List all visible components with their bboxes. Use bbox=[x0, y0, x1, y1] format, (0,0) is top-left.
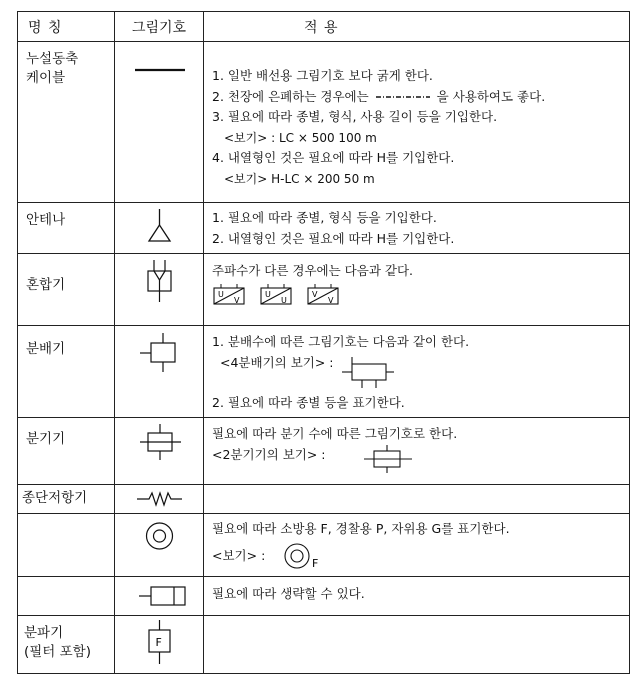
antenna-icon bbox=[115, 203, 204, 253]
usage-line: 1. 일반 배선용 그림기호 보다 굵게 한다. bbox=[212, 68, 433, 83]
header-name: 명 칭 bbox=[18, 12, 115, 42]
table-row bbox=[18, 485, 630, 514]
double-circle-icon bbox=[115, 514, 204, 570]
row-name bbox=[18, 514, 115, 577]
fire-letter: F bbox=[312, 556, 319, 570]
usage-line: 필요에 따라 소방용 F, 경찰용 P, 자위용 G를 표기한다. bbox=[212, 521, 510, 536]
two-way-branch-icon bbox=[360, 445, 416, 475]
mixer-example-1-top: U bbox=[218, 289, 224, 299]
distributor-icon bbox=[115, 326, 204, 386]
table-row bbox=[18, 418, 630, 485]
mixer-example-1-bottom: V bbox=[234, 295, 240, 305]
branch-icon bbox=[115, 418, 204, 470]
usage-line: <2분기기의 보기> : bbox=[212, 446, 326, 462]
connector-icon bbox=[115, 577, 204, 615]
usage-line: 주파수가 다른 경우에는 다음과 같다. bbox=[212, 263, 413, 278]
row-name: 누설동축 케이블 bbox=[18, 42, 115, 203]
table-row bbox=[18, 254, 630, 326]
row-name: 혼합기 bbox=[18, 254, 115, 326]
row-name: 분기기 bbox=[18, 418, 115, 485]
row-usage bbox=[204, 326, 630, 418]
dash-dot-line-icon bbox=[373, 92, 433, 102]
row-usage bbox=[204, 42, 630, 203]
row-usage bbox=[204, 418, 630, 485]
usage-line: 필요에 따라 생략할 수 있다. bbox=[212, 585, 365, 601]
usage-line: 2. 필요에 따라 종별 등을 표기한다. bbox=[212, 394, 405, 410]
table-row bbox=[18, 42, 630, 203]
table-row bbox=[18, 326, 630, 418]
row-name: 안테나 bbox=[18, 203, 115, 254]
usage-line: 1. 분배수에 따른 그림기호는 다음과 같이 한다. bbox=[212, 334, 470, 349]
header-row bbox=[18, 12, 630, 42]
mixer-icon bbox=[115, 254, 204, 324]
mixer-example-3-top: V bbox=[312, 289, 318, 299]
header-symbol: 그림기호 bbox=[115, 12, 204, 42]
mixer-example-1 bbox=[212, 284, 246, 306]
row-usage bbox=[204, 576, 630, 615]
mixer-example-2-top: U bbox=[265, 289, 271, 299]
mixer-example-3 bbox=[306, 284, 340, 306]
usage-line: <보기> : bbox=[212, 547, 266, 563]
usage-line: 필요에 따라 분기 수에 따른 그림기호로 한다. bbox=[212, 426, 458, 441]
table-row bbox=[18, 514, 630, 577]
row-name: 분배기 bbox=[18, 326, 115, 418]
fire-double-circle-icon bbox=[283, 540, 323, 572]
header-usage: 적 용 bbox=[204, 12, 630, 42]
row-name bbox=[18, 576, 115, 615]
mixer-example-3-bottom: V bbox=[328, 295, 334, 305]
row-name: 종단저항기 bbox=[18, 485, 115, 514]
usage-line: <보기> : LC × 500 100 m bbox=[224, 130, 377, 145]
usage-line: 1. 필요에 따라 종별, 형식 등을 기입한다. bbox=[212, 210, 437, 225]
filter-icon bbox=[115, 616, 204, 672]
usage-line: 4. 내열형인 것은 필요에 따라 H를 기입한다. bbox=[212, 150, 455, 165]
mixer-example-2 bbox=[259, 284, 293, 306]
usage-line: <4분배기의 보기> : bbox=[220, 354, 334, 370]
usage-line: 3. 필요에 따라 종별, 형식, 사용 길이 등을 기입한다. bbox=[212, 109, 498, 124]
row-name: 분파기 (필터 포함) bbox=[18, 615, 115, 673]
usage-line: 을 사용하여도 좋다. bbox=[436, 88, 546, 104]
table-row bbox=[18, 203, 630, 254]
usage-line: 2. 천장에 은폐하는 경우에는 bbox=[212, 88, 369, 104]
table-row bbox=[18, 576, 630, 615]
resistor-icon bbox=[115, 485, 204, 513]
usage-line: 2. 내열형인 것은 필요에 따라 H를 기입한다. bbox=[212, 230, 455, 246]
row-usage bbox=[204, 514, 630, 577]
symbol-table bbox=[17, 11, 630, 674]
table-row bbox=[18, 615, 630, 673]
usage-line: <보기> H-LC × 200 50 m bbox=[224, 171, 375, 186]
mixer-example-2-bottom: U bbox=[281, 295, 287, 305]
row-usage bbox=[204, 254, 630, 326]
thick-line-icon bbox=[115, 42, 204, 82]
row-usage bbox=[204, 203, 630, 254]
filter-letter: F bbox=[155, 635, 162, 649]
four-way-distributor-icon bbox=[338, 355, 398, 391]
